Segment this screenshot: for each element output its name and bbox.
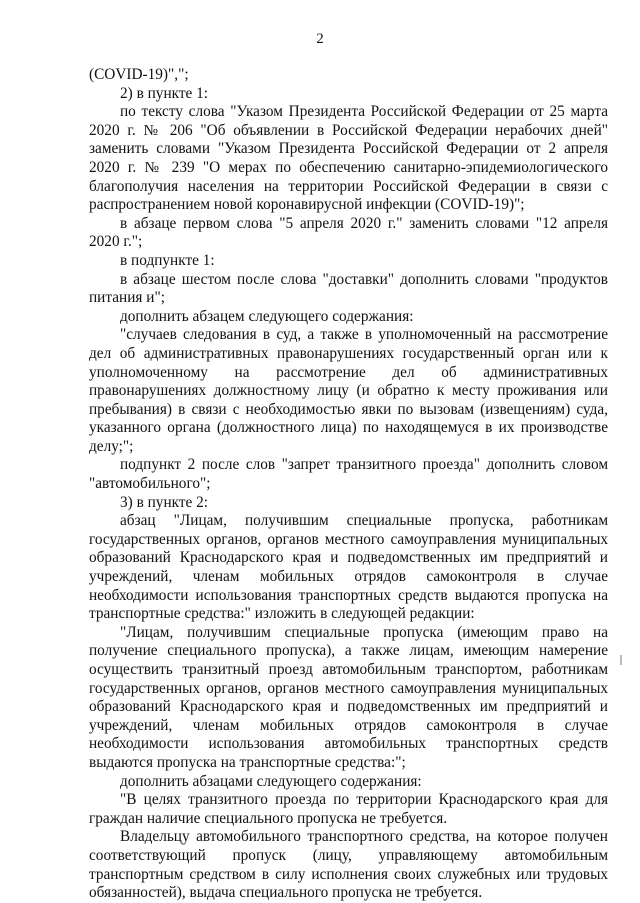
paragraph-9: подпункт 2 после слов "запрет транзитного проезда" дополнить словом "автомобильного"; bbox=[89, 456, 608, 493]
paragraph-4: в абзаце первом слова "5 апреля 2020 г." заменить словами "12 апреля 2020 г."; bbox=[89, 214, 608, 251]
paragraph-3: по тексту слова "Указом Президента Российской Федерации от 25 марта 2020 г. № 206 "Об объявлении в Российской Федерации нерабочих дней" заменить словами "Указом Президента Российской Федерации от 2 апреля 2020 г. № 239 "О мерах по обеспечению санитарно-эпидемиологического благополучия населения на территории Российской Федерации в связи с распространением новой коронавирусной инфекции (COVID-19)"; bbox=[89, 103, 608, 214]
paragraph-11: абзац "Лицам, получившим специальные пропуска, работникам государственных органов, органов местного самоуправления муниципальных образований Краснодарского края и подведомственных им предприятий и учреждений, членам мобильных отрядов самоконтроля в случае необходимости использования транспортных средств выдаются пропуска на транспортные средства:" изложить в следующей редакции: bbox=[89, 512, 608, 623]
paragraph-7: дополнить абзацем следующего содержания: bbox=[120, 307, 414, 325]
scan-mark bbox=[620, 655, 622, 665]
document-body bbox=[89, 66, 608, 903]
paragraph-14: "В целях транзитного проезда по территории Краснодарского края для граждан наличие специального пропуска не требуется. bbox=[89, 791, 608, 827]
paragraph-15: Владельцу автомобильного транспортного средства, на которое получен соответствующий пропуск (лицу, управляющему автомобильным транспортным средством в силу исполнения своих служебных или трудовых обязанностей), выдача специального пропуска не требуется. bbox=[89, 828, 608, 902]
paragraph-5: в подпункте 1: bbox=[120, 251, 215, 269]
paragraph-12: "Лицам, получившим специальные пропуска (имеющим право на получение специального пропуска), а также лицам, имеющим намерение осуществить транзитный проезд автомобильным транспортом, работникам государственных органов, органов местного самоуправления муниципальных образований Краснодарского края и подведомственных им предприятий и учреждений, членам мобильных отрядов самоконтроля в случае необходимости использования автомобильных транспортных средств выдаются пропуска на транспортные средства:"; bbox=[89, 623, 608, 771]
paragraph-6: в абзаце шестом после слова "доставки" дополнить словами "продуктов питания и"; bbox=[89, 270, 608, 307]
paragraph-8: "случаев следования в суд, а также в уполномоченный на рассмотрение дел об административных правонарушениях государственный орган или к уполномоченному на рассмотрение дел об административных правонарушениях должностному лицу (и обратно к месту проживания или пребывания) в связи с необходимостью явки по вызовам (извещениям) суда, указанного органа (должностного лица) по находящемуся в их производстве делу;"; bbox=[89, 326, 608, 455]
paragraph-13: дополнить абзацами следующего содержания: bbox=[120, 772, 422, 790]
paragraph-10: 3) в пункте 2: bbox=[120, 493, 209, 511]
paragraph-2: 2) в пункте 1: bbox=[120, 84, 209, 102]
paragraph-1: (COVID-19)","; bbox=[89, 66, 189, 83]
page-number: 2 bbox=[316, 31, 324, 47]
